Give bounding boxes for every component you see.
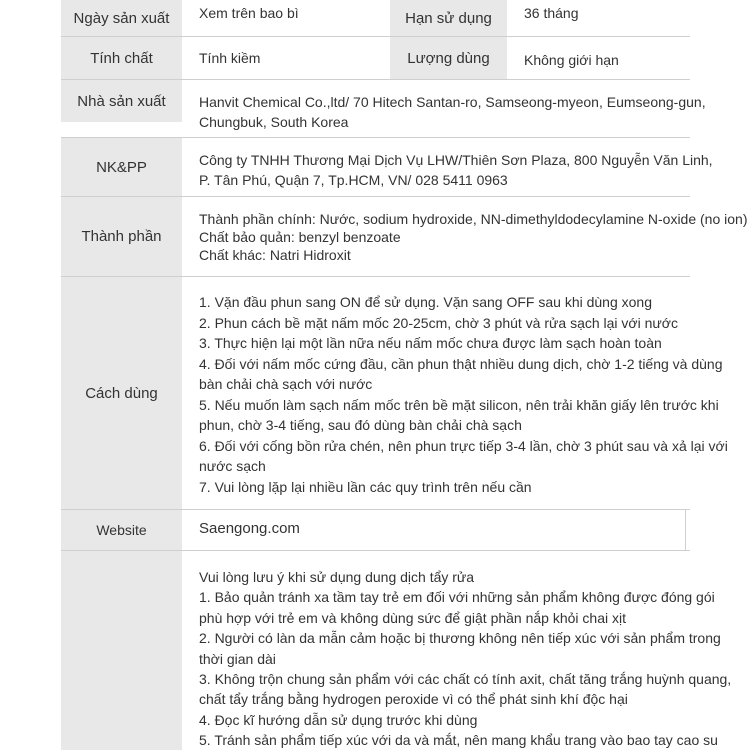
usage-line: 6. Đối với cống bồn rửa chén, nên phun trực tiếp 3-4 lần, chờ 3 phút sau và xả lại với bbox=[199, 437, 728, 454]
caution-line: thời gian dài bbox=[199, 650, 276, 667]
usage-line: 3. Thực hiện lại một lần nữa nếu nấm mốc chưa được làm sạch hoàn toàn bbox=[199, 335, 662, 351]
caution-line: 1. Bảo quản tránh xa tầm tay trẻ em đối với những sản phẩm không được đóng gói bbox=[199, 589, 715, 606]
caution-line: 4. Đọc kĩ hướng dẫn sử dụng trước khi dùng bbox=[199, 711, 478, 728]
caution-line: phù hợp với trẻ em và không dùng sức để giật phần nắp khỏi chai xịt bbox=[199, 609, 626, 626]
ingredients-line: Chất khác: Natri Hidroxit bbox=[199, 247, 351, 263]
manufacture-date-value: Xem trên bao bì bbox=[199, 5, 299, 21]
manufacturer-label: Nhà sản xuất bbox=[61, 80, 182, 122]
ingredients-label: Thành phần bbox=[61, 197, 182, 276]
usage-value bbox=[199, 292, 728, 497]
usage-label: Cách dùng bbox=[61, 277, 182, 509]
caution-value bbox=[199, 567, 731, 751]
importer-label: NK&PP bbox=[61, 138, 182, 196]
dosage-label: Lượng dùng bbox=[390, 37, 507, 79]
manufacturer-line: Chungbuk, South Korea bbox=[199, 114, 349, 130]
caution-line: 5. Tránh sản phẩm tiếp xúc với da và mắt, nên mang khẩu trang vào bao tay cao su bbox=[199, 732, 718, 749]
property-label: Tính chất bbox=[61, 37, 182, 79]
caution-line: Vui lòng lưu ý khi sử dụng dung dịch tẩy rửa bbox=[199, 569, 475, 585]
usage-line: 7. Vui lòng lặp lại nhiều lần các quy trình trên nếu cần bbox=[199, 478, 532, 495]
usage-line: bàn chải chà sạch với nước bbox=[199, 376, 373, 392]
importer-line: P. Tân Phú, Quận 7, Tp.HCM, VN/ 028 5411 0963 bbox=[199, 172, 508, 188]
caution-line: 3. Không trộn chung sản phẩm với các chất có tính axit, chất tăng trắng huỳnh quang, bbox=[199, 671, 732, 688]
expiry-label: Hạn sử dụng bbox=[390, 0, 507, 36]
expiry-value: 36 tháng bbox=[524, 5, 579, 21]
caution-line: 2. Người có làn da mẫn cảm hoặc bị thương không nên tiếp xúc với sản phẩm trong bbox=[199, 630, 721, 647]
ingredients-line: Thành phần chính: Nước, sodium hydroxide, NN-dimethyldodecylamine N-oxide (no ion) bbox=[199, 211, 748, 227]
caution-line: chất tẩy trắng bằng hydrogen peroxide vì có thể phát sinh khí độc hại bbox=[199, 691, 628, 708]
manufacture-date-label: Ngày sản xuất bbox=[61, 0, 182, 36]
usage-line: 1. Vặn đầu phun sang ON để sử dụng. Vặn sang OFF sau khi dùng xong bbox=[199, 294, 653, 310]
dosage-value: Không giới hạn bbox=[524, 52, 619, 68]
manufacturer-line: Hanvit Chemical Co.,ltd/ 70 Hitech Santan-ro, Samseong-myeon, Eumseong-gun, bbox=[199, 94, 706, 110]
usage-line: 5. Nếu muốn làm sạch nấm mốc trên bề mặt silicon, nên trải khăn giấy lên trước khi bbox=[199, 396, 719, 413]
usage-line: 4. Đối với nấm mốc cứng đầu, cần phun thật nhiều dung dịch, chờ 1-2 tiếng và dùng bbox=[199, 355, 723, 372]
usage-line: 2. Phun cách bề mặt nấm mốc 20-25cm, chờ 3 phút và rửa sạch lại với nước bbox=[199, 314, 678, 331]
website-label: Website bbox=[61, 510, 182, 550]
importer-line: Công ty TNHH Thương Mại Dịch Vụ LHW/Thiên Sơn Plaza, 800 Nguyễn Văn Linh, bbox=[199, 152, 713, 168]
caution-label-cell bbox=[61, 551, 182, 750]
importer-value bbox=[199, 150, 713, 190]
usage-line: phun, chờ 3-4 tiếng, sau đó dùng bàn chải chà sạch bbox=[199, 417, 522, 433]
manufacturer-value bbox=[199, 92, 706, 132]
ingredients-line: Chất bảo quản: benzyl benzoate bbox=[199, 229, 401, 245]
property-value: Tính kiềm bbox=[199, 50, 261, 66]
ingredients-value bbox=[199, 210, 747, 264]
usage-line: nước sạch bbox=[199, 458, 266, 474]
website-link[interactable]: Saengong.com bbox=[199, 520, 300, 537]
